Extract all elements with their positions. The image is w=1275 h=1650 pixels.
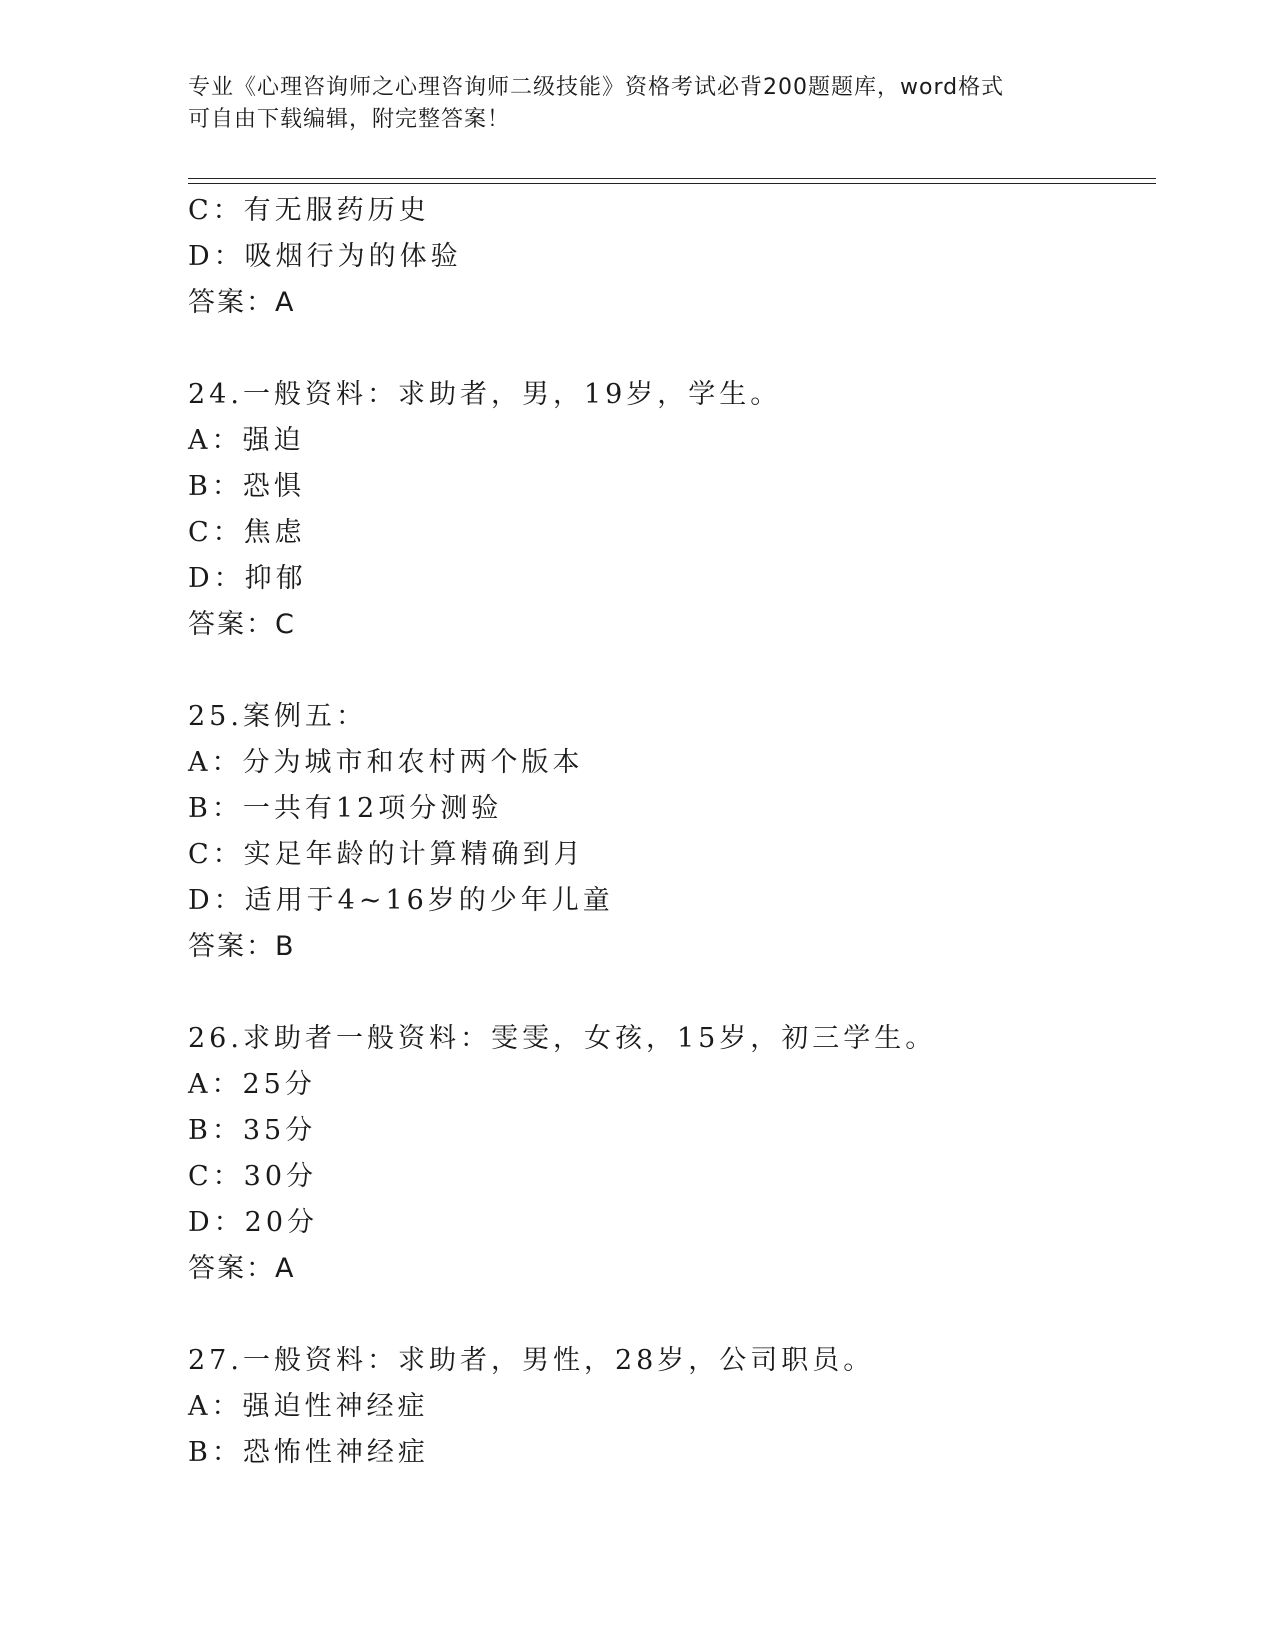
header-divider-top: [188, 178, 1156, 179]
q26-option-a: A：25分: [188, 1069, 316, 1100]
q25-stem: 25.案例五：: [188, 701, 367, 732]
q23-option-c: C：有无服药历史: [188, 195, 430, 226]
q24-option-d: D：抑郁: [188, 563, 307, 594]
q25-option-d: D：适用于4~16岁的少年儿童: [188, 885, 614, 916]
document-header: [188, 72, 1078, 136]
q24-answer: 答案：C: [188, 609, 296, 640]
q27-stem: 27.一般资料：求助者，男性，28岁，公司职员。: [188, 1345, 875, 1376]
spacer: [188, 326, 1148, 372]
header-title-line-2: 可自由下载编辑，附完整答案！: [188, 107, 511, 132]
q23-option-d: D：吸烟行为的体验: [188, 241, 462, 272]
q25-option-c: C：实足年龄的计算精确到月: [188, 839, 585, 870]
q24-stem: 24.一般资料：求助者，男，19岁，学生。: [188, 379, 782, 410]
header-title-line-1: 专业《心理咨询师之心理咨询师二级技能》资格考试必背200题题库，word格式: [188, 75, 1005, 100]
q26-answer: 答案：A: [188, 1253, 296, 1284]
q24-option-a: A：强迫: [188, 425, 305, 456]
q27-option-a: A：强迫性神经症: [188, 1391, 429, 1422]
q25-option-a: A：分为城市和农村两个版本: [188, 747, 584, 778]
spacer: [188, 970, 1148, 1016]
q25-answer: 答案：B: [188, 931, 296, 962]
spacer: [188, 648, 1148, 694]
q25-option-b: B：一共有12项分测验: [188, 793, 503, 824]
q26-stem: 26.求助者一般资料：雯雯，女孩，15岁，初三学生。: [188, 1023, 937, 1054]
question-list: [188, 188, 1148, 1476]
q24-option-c: C：焦虑: [188, 517, 306, 548]
q24-option-b: B：恐惧: [188, 471, 305, 502]
q26-option-c: C：30分: [188, 1161, 318, 1192]
q26-option-d: D：20分: [188, 1207, 319, 1238]
q23-answer: 答案：A: [188, 287, 296, 318]
q26-option-b: B：35分: [188, 1115, 317, 1146]
q27-option-b: B：恐怖性神经症: [188, 1437, 429, 1468]
spacer: [188, 1292, 1148, 1338]
header-divider-bottom: [188, 183, 1156, 184]
